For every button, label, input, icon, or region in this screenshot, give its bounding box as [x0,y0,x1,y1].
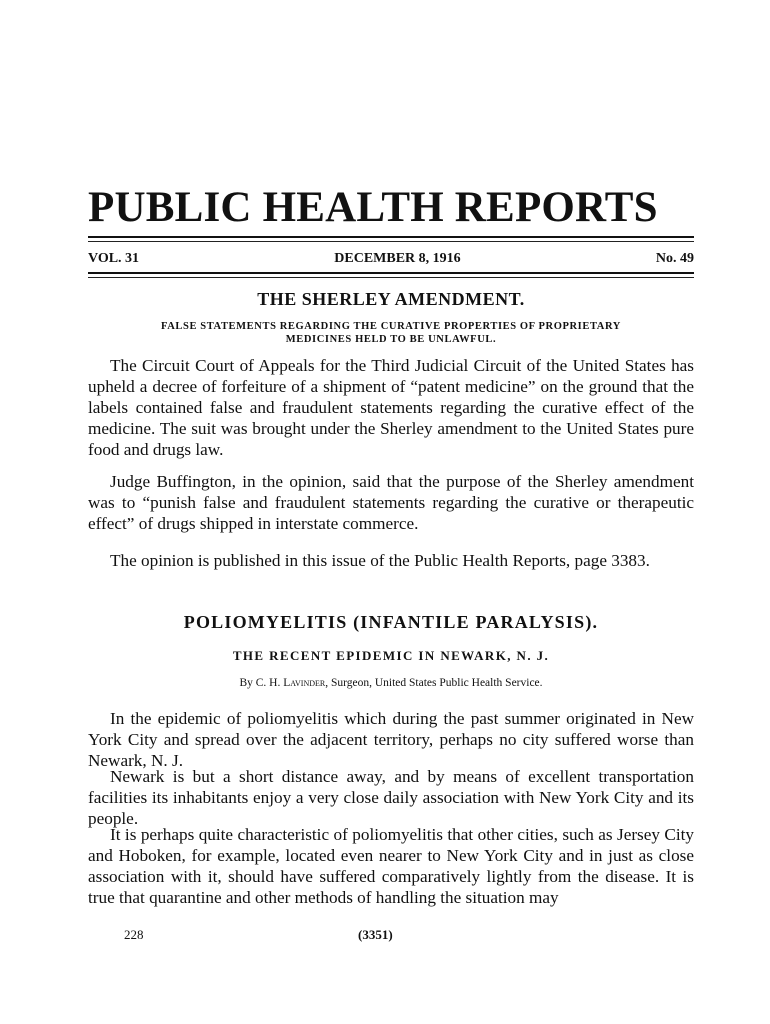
article-title-sherley: THE SHERLEY AMENDMENT. [257,289,525,309]
journal-title: PUBLIC HEALTH REPORTS [88,184,658,231]
subtitle-line-2: MEDICINES HELD TO BE UNLAWFUL. [285,334,497,345]
byline-suffix: , Surgeon, United States Public Health Service. [325,677,543,689]
article-subtitle-sherley [88,320,694,346]
byline-prefix: By C. H. [239,677,284,689]
article-title-polio: POLIOMYELITIS (INFANTILE PARALYSIS). [183,612,599,632]
volume-label: VOL. 31 [88,251,140,266]
masthead-row [88,251,694,271]
masthead-rule-top-thin [88,241,694,242]
masthead-rule-bottom [88,272,694,274]
sherley-paragraph-3: The opinion is published in this issue of the Public Health Reports, page 3383. [110,551,650,570]
article-subtitle-polio: THE RECENT EPIDEMIC IN NEWARK, N. J. [232,648,550,663]
sherley-paragraph-1: The Circuit Court of Appeals for the Third Judicial Circuit of the United States has upheld a decree of forfeiture of a shipment of “patent medicine” on the ground that the labels contained false and fraudulent statements regarding the curative effect of the medicine. The suit was brought under the Sherley amendment to the United States pure food and drugs law. [88,356,694,459]
page-number-left: 228 [124,927,144,942]
page-number-center: (3351) [358,927,393,942]
masthead-rule-top [88,236,694,238]
byline-author: Lavinder [283,677,326,689]
issue-date: DECEMBER 8, 1916 [334,251,461,266]
polio-paragraph-2: Newark is but a short distance away, and by means of excellent transportation facilities its inhabitants enjoy a very close daily association with New York City and its people. [88,767,694,828]
subtitle-line-1: FALSE STATEMENTS REGARDING THE CURATIVE PROPERTIES OF PROPRIETARY [161,321,621,332]
polio-paragraph-1: In the epidemic of poliomyelitis which during the past summer originated in New York City and spread over the adjacent territory, perhaps no city suffered worse than Newark, N. J. [88,709,694,770]
polio-paragraph-3: It is perhaps quite characteristic of poliomyelitis that other cities, such as Jersey City and Hoboken, for example, located even nearer to New York City and in just as close association with it, should have suffered comparatively lightly from the disease. It is true that quarantine and other methods of handling the situation may [88,825,694,907]
masthead-rule-bottom-thin [88,277,694,278]
sherley-paragraph-2: Judge Buffington, in the opinion, said that the purpose of the Sherley amendment was to “punish false and fraudulent statements regarding the curative or therapeutic effect” of drugs shipped in interstate commerce. [88,472,694,533]
issue-number: No. 49 [655,251,694,266]
byline [88,677,694,689]
